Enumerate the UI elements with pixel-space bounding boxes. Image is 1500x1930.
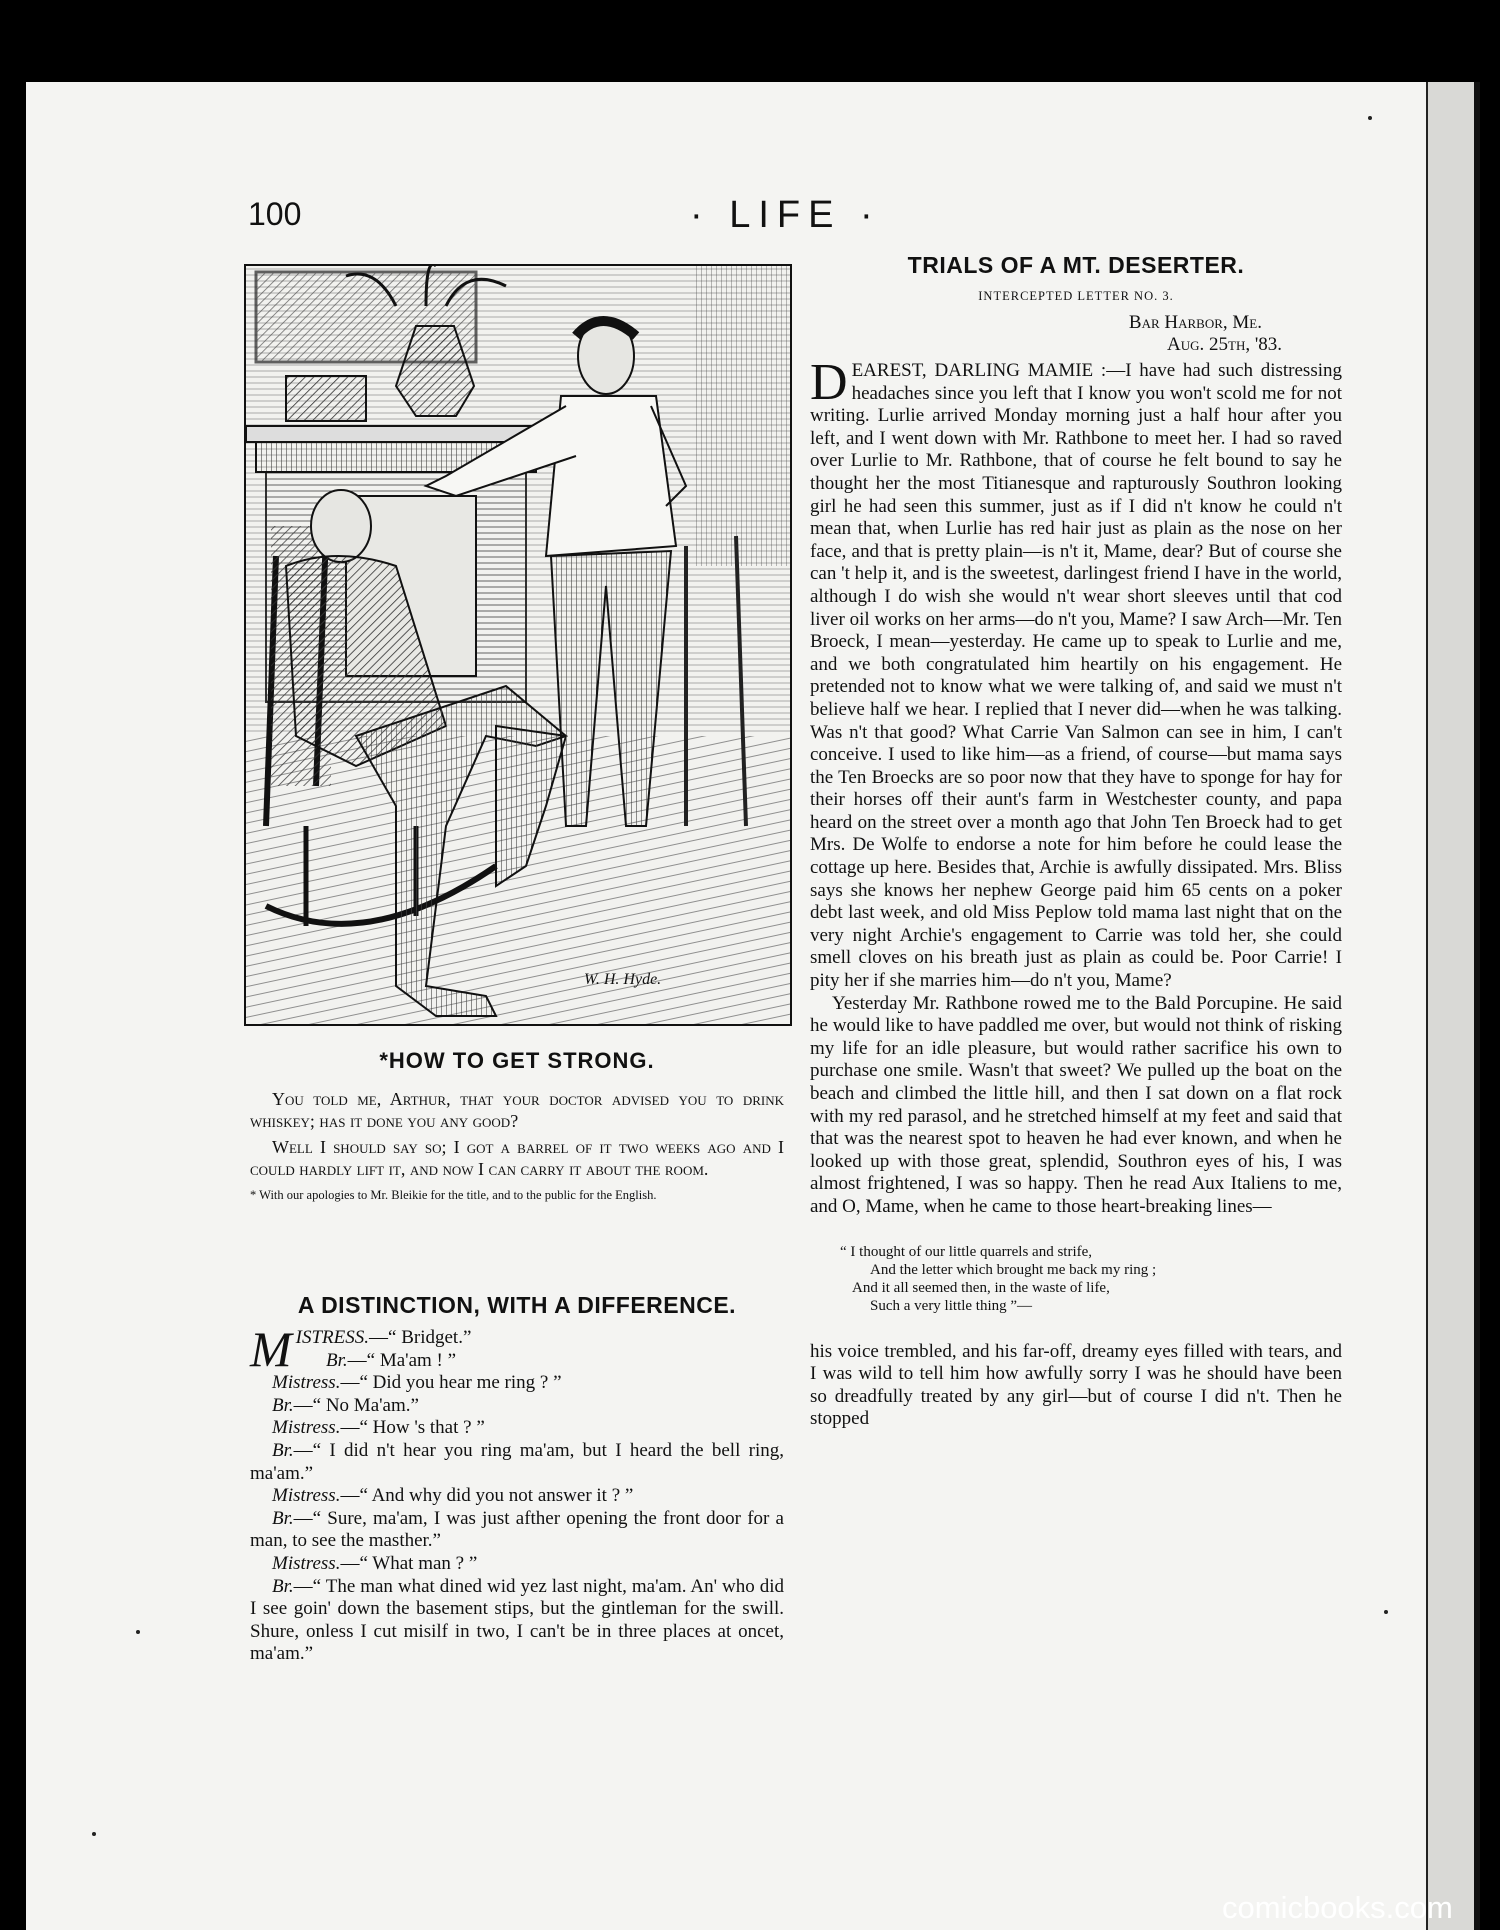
footnote: * With our apologies to Mr. Bleikie for the title, and to the public for the English. xyxy=(250,1188,657,1202)
page-header xyxy=(0,196,1500,246)
letter-date: Aug. 25th, '83. xyxy=(1167,334,1282,355)
speaker: ISTRESS. xyxy=(295,1327,370,1348)
engraving-illustration xyxy=(244,264,792,1026)
how-to-get-strong-article xyxy=(250,1048,784,1202)
dialogue-line: —“ Bridget.” xyxy=(369,1327,472,1348)
scan-speck xyxy=(92,1832,96,1836)
dialogue-line: —“ And why did you not answer it ? ” xyxy=(340,1485,634,1507)
paragraph: his voice trembled, and his far-off, dreamy eyes filled with tears, and I was wild to tell him how awfully sorry I was he should have been so dreadfully treated by any girl—but of course I did n't. Then he stopped xyxy=(810,1340,1342,1430)
verse-line: And the letter which brought me back my ring ; xyxy=(870,1261,1157,1278)
speaker: Mistress. xyxy=(272,1485,341,1507)
page-number: 100 xyxy=(248,196,302,232)
scan-speck xyxy=(1384,1610,1388,1614)
paragraph: Yesterday Mr. Rathbone rowed me to the Bald Porcupine. He said he would like to have paddled me over, but would not think of risking my life for an idle pleasure, but would rather sacrifice his own to purchase one smile. Wasn't that sweet? We pulled up the boat on the beach and climbed the little hill, and then I sat down on a flat rock with my red parasol, and he stretched himself at my feet and said that that was the nearest spot to heaven he had ever known, and when he looked up with those great, splendid, Southron eyes of his, I was almost frightened, I was so happy. Then he read Aux Italiens to me, and O, Mame, when he came to those heart-breaking lines— xyxy=(810,992,1342,1217)
paragraph xyxy=(810,354,1342,993)
dialogue xyxy=(250,1321,784,1666)
dialogue-line: —“ I did n't hear you ring ma'am, but I heard the bell ring, ma'am.” xyxy=(250,1439,784,1484)
magazine-title: · LIFE · xyxy=(690,194,881,236)
speaker: Mistress. xyxy=(272,1417,341,1439)
trials-article xyxy=(810,252,1342,1431)
speaker: Mistress. xyxy=(272,1552,341,1574)
page-edge xyxy=(1426,82,1474,1930)
speaker: Mistress. xyxy=(272,1372,341,1394)
speaker: Br. xyxy=(326,1349,348,1371)
speaker: Br. xyxy=(272,1575,294,1597)
dialogue-line: —“ No Ma'am.” xyxy=(293,1394,419,1416)
speaker: Br. xyxy=(272,1507,294,1529)
illustration-signature: W. H. Hyde. xyxy=(584,971,662,988)
paragraph: Well I should say so; I got a barrel of it two weeks ago and I could hardly lift it, and now I can carry it about the room. xyxy=(250,1137,784,1179)
scan-speck xyxy=(1368,116,1372,120)
drop-cap: M xyxy=(250,1321,292,1377)
verse-line: “ I thought of our little quarrels and strife, xyxy=(840,1243,1093,1260)
speaker: Br. xyxy=(272,1394,294,1416)
dialogue-line: —“ The man what dined wid yez last night, ma'am. An' who did I see goin' down the basement stips, but the gintleman for the swill. Shure, onless I cut misilf in two, I can't be in three places at oncet, ma'am.” xyxy=(250,1575,784,1665)
dialogue-line: —“ How 's that ? ” xyxy=(340,1417,485,1439)
scan-speck xyxy=(136,1630,140,1634)
verse-line: And it all seemed then, in the waste of life, xyxy=(852,1279,1110,1296)
salutation: EAREST, DARLING MAMIE : xyxy=(851,360,1107,381)
dialogue-line: —“ What man ? ” xyxy=(340,1552,478,1574)
letter-place: Bar Harbor, Me. xyxy=(1128,312,1262,333)
verse-line: Such a very little thing ”— xyxy=(870,1297,1033,1314)
letter-text: —I have had such distressing headaches since you left that I know you won't scold me for not writing. Lurlie arrived Monday morning just a half hour after you left, and I went down with Mr. Rathbone to meet her. I had so raved over Lurlie to Mr. Rathbone, that of course he felt bound to say he thought her the most Titianesque and rapturously Southron looking girl he had seen this summer, just as if I did n't know he could n't mean that, when Lurlie has red hair just as plain as the nose on her face, and that is pretty plain—is n't it, Mame, dear? But of course she can 't help it, and is the sweetest, darlingest friend I have in the world, although I do wish she would n't wear short sleeves until that cod liver oil works on her arms—do n't you, Mame? I saw Arch—Mr. Ten Broeck, I mean—yesterday. He came up to speak to Lurlie and me, and we both congratulated him heartily on his engagement. He pretended not to know what we were talking of, and said we must n't believe half we hear. I replied that I never did—when he was talking. Was n't that good? What Carrie Van Salmon can see in him, I can't conceive. I used to like him—as a friend, of course—but mama says the Ten Broecks are so poor now that they have to sponge for hay for their horses off their aunt's farm in Westchester county, and papa heard on the street over a month ago that John Ten Broeck had to get Mrs. De Wolfe to endorse a note for him before he could lease the cottage up here. Besides that, Archie is awfully dissipated. Mrs. Bliss says she knows her nephew George paid him 65 cents on a poker debt last week, and old Miss Peplow told mama last night that on the very night Archie's engagement to Carrie was told her, she could smell cloves on his breath just as plain as could be. Poor Carrie! I pity her if she marries him—do n't you, Mame? xyxy=(810,360,1342,992)
dialogue-line: —“ Sure, ma'am, I was just afther opening the front door for a man, to see the masther.” xyxy=(250,1507,784,1552)
article-title: A DISTINCTION, WITH A DIFFERENCE. xyxy=(297,1292,737,1318)
paragraph: You told me, Arthur, that your doctor advised you to drink whiskey; has it done you any good? xyxy=(250,1089,784,1131)
article-title: TRIALS OF A MT. DESERTER. xyxy=(907,252,1245,278)
distinction-article xyxy=(250,1292,784,1666)
watermark: comicbooks.com xyxy=(1222,1890,1453,1925)
speaker: Br. xyxy=(272,1439,294,1461)
article-title: *HOW TO GET STRONG. xyxy=(379,1048,655,1073)
article-subtitle: INTERCEPTED LETTER NO. 3. xyxy=(978,289,1174,303)
dialogue-line: —“ Ma'am ! ” xyxy=(347,1349,457,1371)
drop-cap: D xyxy=(810,354,848,411)
dialogue-line: —“ Did you hear me ring ? ” xyxy=(340,1372,562,1394)
verse-quote xyxy=(840,1243,1342,1315)
